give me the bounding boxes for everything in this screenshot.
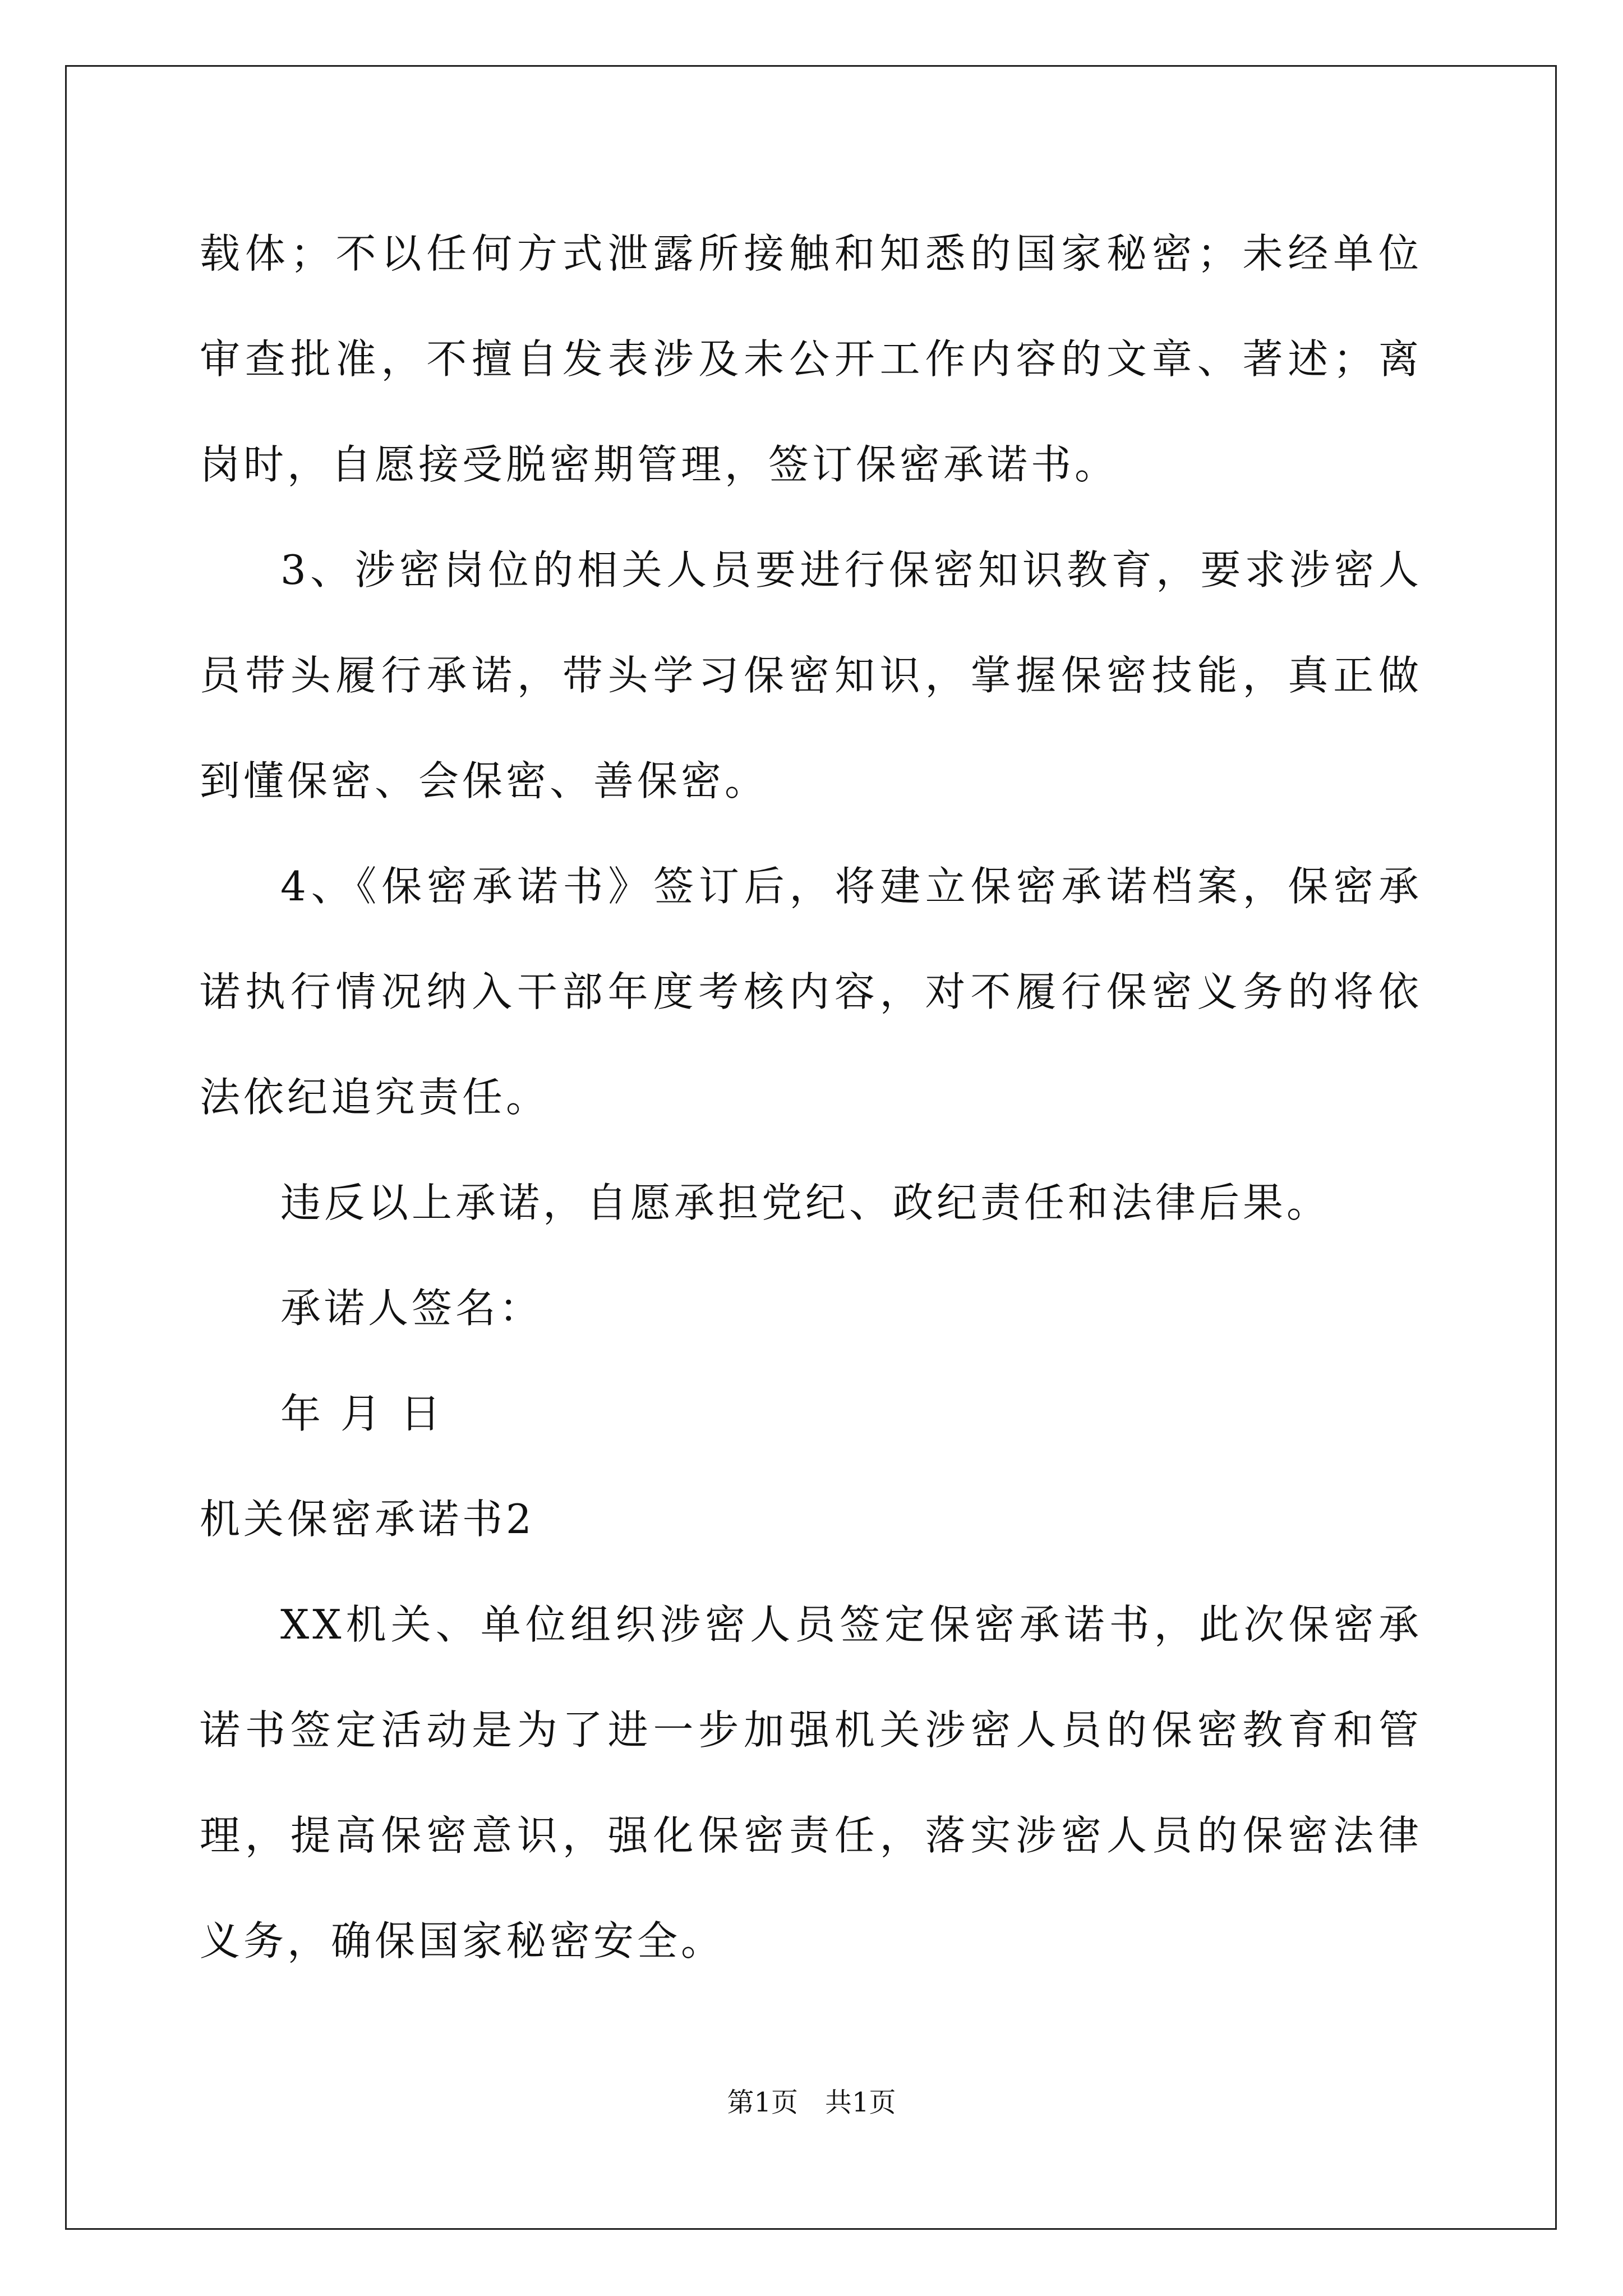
page-footer (0, 2086, 1623, 2119)
paragraph-continuation: 载体；不以任何方式泄露所接触和知悉的国家秘密；未经单位审查批准，不擅自发表涉及未公开工作内容的文章、著述；离岗时，自愿接受脱密期管理，签订保密承诺书。 (200, 230, 1422, 488)
section-heading: 机关保密承诺书2 (200, 1496, 535, 1543)
page-number: 第1页 (727, 2087, 798, 2118)
paragraph-intro-2: XX机关、单位组织涉密人员签定保密承诺书，此次保密承诺书签定活动是为了进一步加强机关涉密人员的保密教育和管理，提高保密意识，强化保密责任，落实涉密人员的保密法律义务，确保国家秘密安全。 (200, 1601, 1422, 1964)
page-total: 共1页 (825, 2087, 896, 2118)
signature-line: 承诺人签名： (280, 1285, 543, 1332)
document-body (200, 201, 1422, 1994)
paragraph-violation-clause: 违反以上承诺，自愿承担党纪、政纪责任和法律后果。 (280, 1179, 1331, 1226)
paragraph-item-4: 4、《保密承诺书》签订后，将建立保密承诺档案，保密承诺执行情况纳入干部年度考核内容，对不履行保密义务的将依法依纪追究责任。 (200, 863, 1422, 1121)
paragraph-item-3: 3、涉密岗位的相关人员要进行保密知识教育，要求涉密人员带头履行承诺，带头学习保密知识，掌握保密技能，真正做到懂保密、会保密、善保密。 (200, 546, 1422, 804)
date-line: 年 月 日 (280, 1390, 444, 1437)
